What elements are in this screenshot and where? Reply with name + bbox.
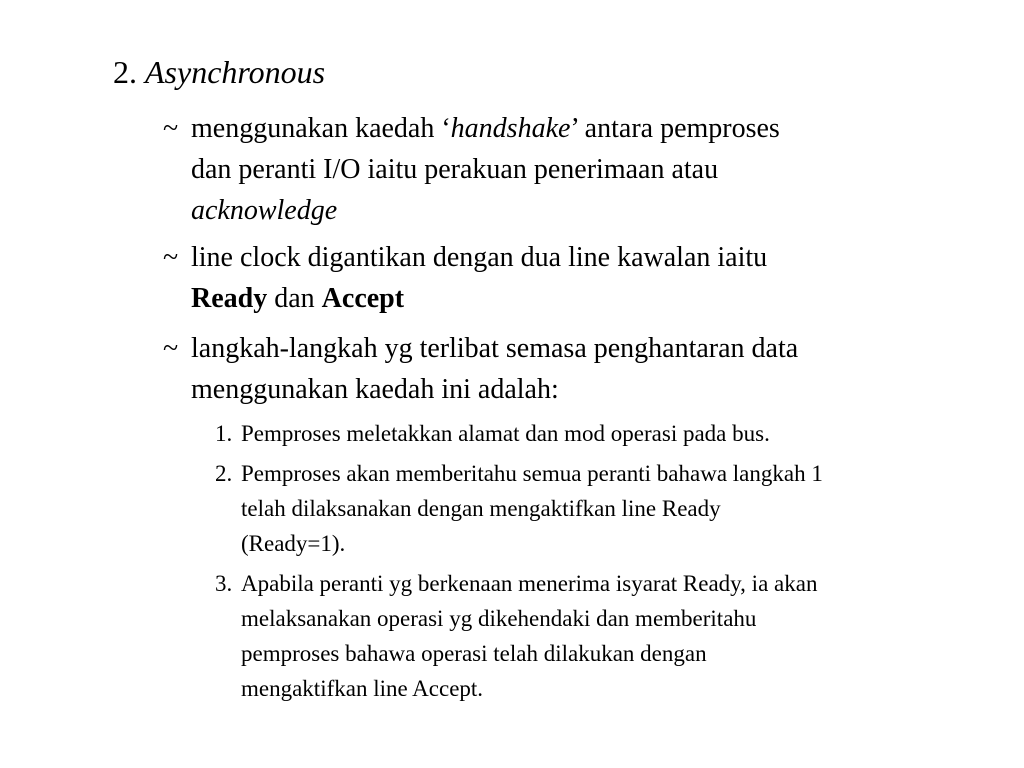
step-text-line: pemproses bahawa operasi telah dilakukan dengan: [241, 641, 707, 666]
heading-title: Asynchronous: [145, 54, 326, 90]
bullet-text-line: dan peranti I/O iaitu perakuan penerimaan atau: [191, 154, 719, 185]
bullet-steps-intro: [163, 328, 953, 410]
ready-term: Ready: [191, 283, 268, 314]
bullet-control-lines: [163, 237, 953, 319]
step-text-line: Apabila peranti yg berkenaan menerima isyarat Ready, ia akan: [241, 571, 818, 596]
bullet-text-part: ’ antara pemproses: [570, 113, 780, 144]
step-text-line: telah dilaksanakan dengan mengaktifkan line Ready: [241, 496, 721, 521]
step-number: 2.: [215, 461, 233, 486]
step-number: 3.: [215, 571, 233, 596]
step-3: [215, 566, 975, 706]
step-text-line: Pemproses akan memberitahu semua peranti bahawa langkah 1: [241, 461, 823, 486]
bullet-handshake: [163, 108, 953, 231]
accept-term: Accept: [321, 283, 405, 314]
bullet-text: [191, 328, 953, 410]
step-text-line: mengaktifkan line Accept.: [241, 676, 484, 701]
heading-number: 2.: [113, 54, 137, 90]
bullet-text-line: line clock digantikan dengan dua line kawalan iaitu: [191, 242, 768, 273]
step-number: 1.: [215, 421, 233, 446]
step-text-line: melaksanakan operasi yg dikehendaki dan memberitahu: [241, 606, 757, 631]
step-1: [215, 416, 975, 451]
step-text: [241, 566, 975, 706]
bullet-text: [191, 237, 953, 319]
bullet-text-part: menggunakan kaedah ‘: [191, 113, 451, 144]
bullet-marker: ~: [163, 242, 179, 273]
bullet-text-line: langkah-langkah yg terlibat semasa penghantaran data: [191, 333, 799, 364]
step-text: [241, 456, 975, 561]
bullet-marker: ~: [163, 113, 179, 144]
bullet-marker: ~: [163, 333, 179, 364]
bullet-text: [191, 108, 953, 231]
step-text-line: Pemproses meletakkan alamat dan mod operasi pada bus.: [241, 421, 770, 446]
step-2: [215, 456, 975, 561]
handshake-term: handshake: [450, 113, 571, 144]
step-text-line: (Ready=1).: [241, 531, 346, 556]
section-heading: [113, 52, 325, 92]
acknowledge-term: acknowledge: [191, 195, 338, 226]
bullet-text-part: dan: [267, 283, 322, 314]
step-text: [241, 416, 975, 451]
bullet-text-line: menggunakan kaedah ini adalah:: [191, 374, 559, 405]
